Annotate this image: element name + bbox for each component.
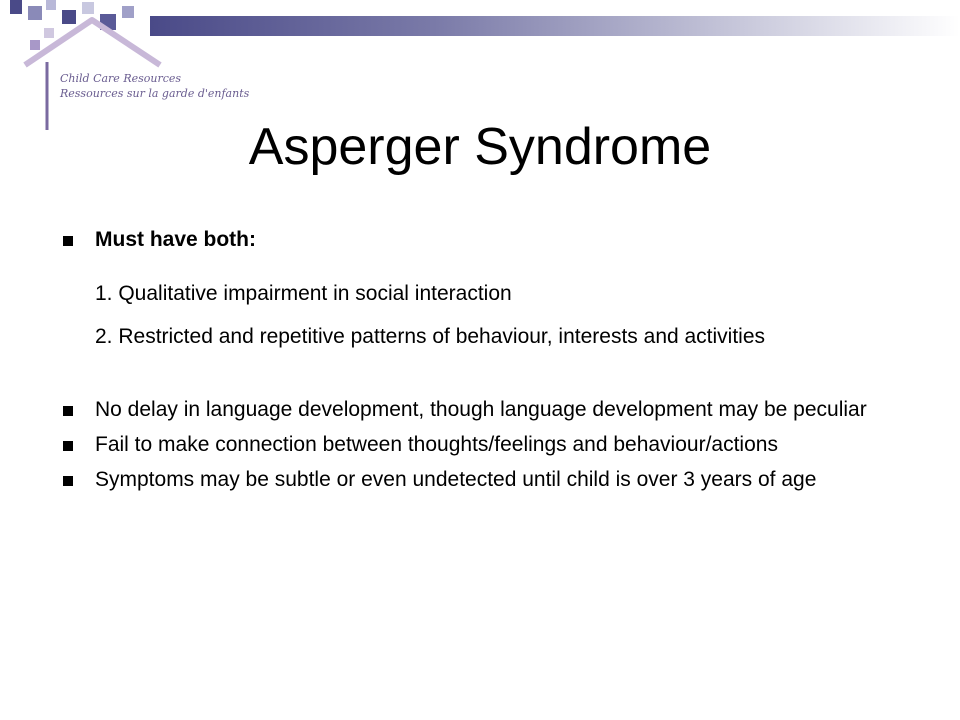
square-bullet-icon bbox=[63, 441, 73, 451]
list-item: Fail to make connection between thoughts/feelings and behaviour/actions bbox=[58, 433, 898, 456]
must-have-heading: Must have both: bbox=[95, 228, 256, 251]
square-bullet-icon bbox=[63, 236, 73, 246]
square-bullet-icon bbox=[63, 476, 73, 486]
logo-text-french: Ressources sur la garde d'enfants bbox=[60, 87, 250, 100]
bullet-list bbox=[58, 228, 898, 491]
list-item bbox=[58, 228, 898, 251]
list-item: Symptoms may be subtle or even undetected until child is over 3 years of age bbox=[58, 468, 898, 491]
numbered-item: 2. Restricted and repetitive patterns of behaviour, interests and activities bbox=[95, 325, 766, 348]
numbered-item: 1. Qualitative impairment in social interaction bbox=[95, 282, 512, 305]
slide-title: Asperger Syndrome bbox=[248, 118, 712, 176]
list-item: No delay in language development, though language development may be peculiar bbox=[58, 398, 898, 421]
square-bullet-icon bbox=[63, 406, 73, 416]
logo-text-english: Child Care Resources bbox=[60, 72, 182, 85]
